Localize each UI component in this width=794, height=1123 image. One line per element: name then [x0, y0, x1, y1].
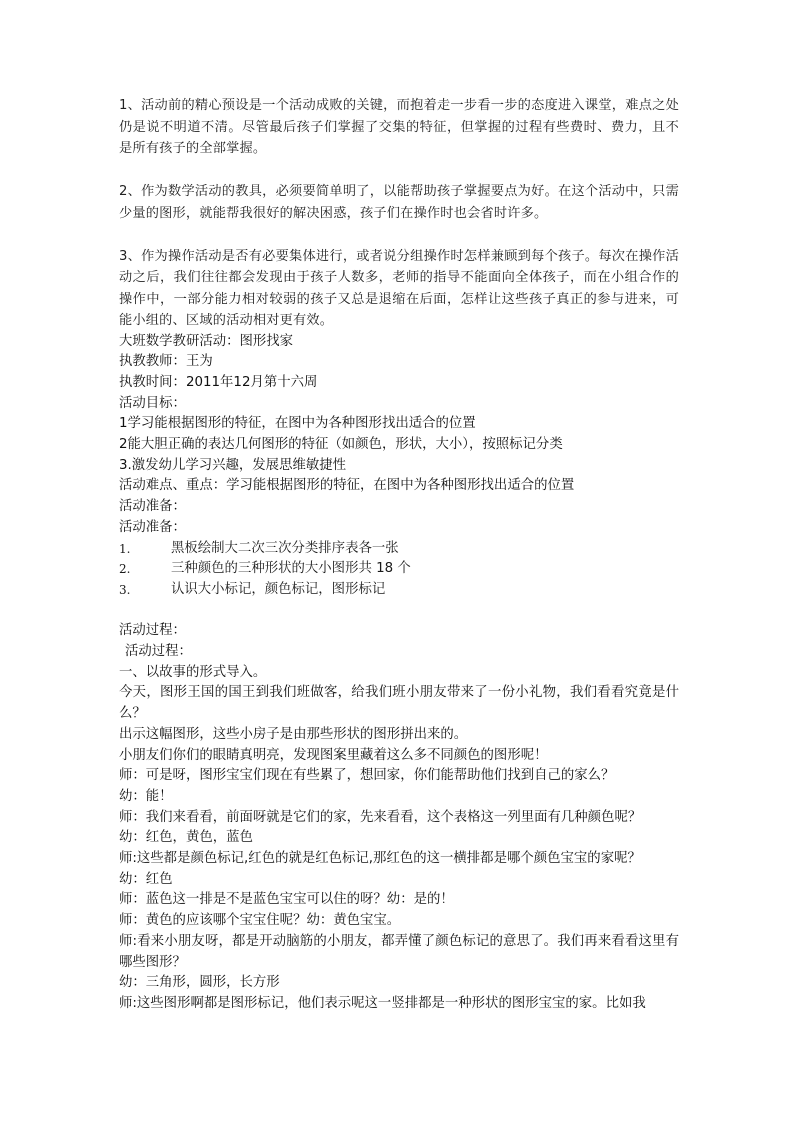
- process-line: 师:这些都是颜色标记,红色的就是红色标记,那红色的这一横排都是哪个颜色宝宝的家呢？: [119, 851, 641, 867]
- goals-heading: 活动目标：: [119, 395, 186, 411]
- key-points-line: 活动难点、重点：学习能根据图形的特征，在图中为各种图形找出适合的位置: [119, 478, 575, 494]
- process-line: 今天，图形王国的国王到我们班做客，给我们班小朋友带来了一份小礼物，我们看看究竟是什么？: [119, 685, 679, 722]
- prep-item-number: 1.: [119, 541, 131, 556]
- process-line: 幼：红色，黄色，蓝色: [119, 830, 253, 846]
- process-line: 师：可是呀，图形宝宝们现在有些累了，想回家，你们能帮助他们找到自己的家么？: [119, 768, 615, 784]
- teacher-line: 执教教师：王为: [119, 354, 213, 370]
- process-heading: 活动过程：: [119, 623, 186, 639]
- prep-item: [119, 539, 679, 560]
- prep-heading: 活动准备：: [119, 499, 186, 515]
- goal-item: 3.激发幼儿学习兴趣，发展思维敏捷性: [119, 457, 347, 473]
- process-line: 师:这些图形啊都是图形标记，他们表示呢这一竖排都是一种形状的图形宝宝的家。比如我: [119, 995, 646, 1011]
- prep-item: [119, 580, 679, 601]
- prep-item-text: 认识大小标记，颜色标记，图形标记: [171, 581, 386, 597]
- goal-item: 1学习能根据图形的特征，在图中为各种图形找出适合的位置: [119, 416, 476, 432]
- activity-title: 大班数学教研活动：图形找家: [119, 333, 294, 349]
- process-line: 出示这幅图形，这些小房子是由那些形状的图形拼出来的。: [119, 726, 468, 742]
- reflection-section: [119, 95, 679, 332]
- process-line: 师：蓝色这一排是不是蓝色宝宝可以住的呀？幼：是的！: [119, 892, 454, 908]
- process-line: 师:看来小朋友呀，都是开动脑筋的小朋友，都弄懂了颜色标记的意思了。我们再来看看这里有哪些图形？: [119, 933, 679, 970]
- process-heading: 活动过程：: [125, 644, 192, 660]
- process-line: 幼：红色: [119, 871, 173, 887]
- prep-item-number: 2.: [119, 562, 131, 577]
- process-line: 小朋友们你们的眼睛真明亮，发现图案里藏着这么多不同颜色的图形呢！: [119, 747, 548, 763]
- lesson-plan: [119, 332, 679, 1015]
- process-line: 师：黄色的应该哪个宝宝住呢？幼：黄色宝宝。: [119, 913, 401, 929]
- process-line: 师：我们来看看，前面呀就是它们的家，先来看看，这个表格这一列里面有几种颜色呢？: [119, 809, 642, 825]
- prep-heading: 活动准备：: [119, 519, 186, 535]
- reflection-paragraph-2: 2、作为数学活动的教具，必须要简单明了，以能帮助孩子掌握要点为好。在这个活动中，只需少量的图形，就能帮我很好的解决困惑，孩子们在操作时也会省时许多。: [119, 184, 679, 221]
- reflection-paragraph-1: 1、活动前的精心预设是一个活动成败的关键，而抱着走一步看一步的态度进入课堂，难点之处仍是说不明道不清。尽管最后孩子们掌握了交集的特征，但掌握的过程有些费时、费力，且不是所有孩子的全部掌握。: [119, 98, 679, 156]
- reflection-paragraph-3: 3、作为操作活动是否有必要集体进行，或者说分组操作时怎样兼顾到每个孩子。每次在操作活动之后，我们往往都会发现由于孩子人数多，老师的指导不能面向全体孩子，而在小组合作的操作中，一部分能力相对较弱的孩子又总是退缩在后面，怎样让这些孩子真正的参与进来，可能小组的、区域的活动相对更有效。: [119, 248, 679, 328]
- goal-item: 2能大胆正确的表达几何图形的特征（如颜色，形状，大小），按照标记分类: [119, 437, 563, 453]
- time-line: 执教时间：2011年12月第十六周: [119, 374, 318, 390]
- document-page: [119, 95, 679, 1015]
- prep-item-text: 黑板绘制大二次三次分类排序表各一张: [171, 540, 399, 556]
- process-line: 幼：能！: [119, 788, 173, 804]
- process-line: 幼：三角形，圆形，长方形: [119, 975, 280, 991]
- blank-line: [119, 601, 679, 622]
- prep-item-text: 三种颜色的三种形状的大小图形共 18 个: [171, 561, 411, 577]
- process-line: 一、以故事的形式导入。: [119, 664, 267, 680]
- prep-item: [119, 559, 679, 580]
- prep-item-number: 3.: [119, 582, 131, 597]
